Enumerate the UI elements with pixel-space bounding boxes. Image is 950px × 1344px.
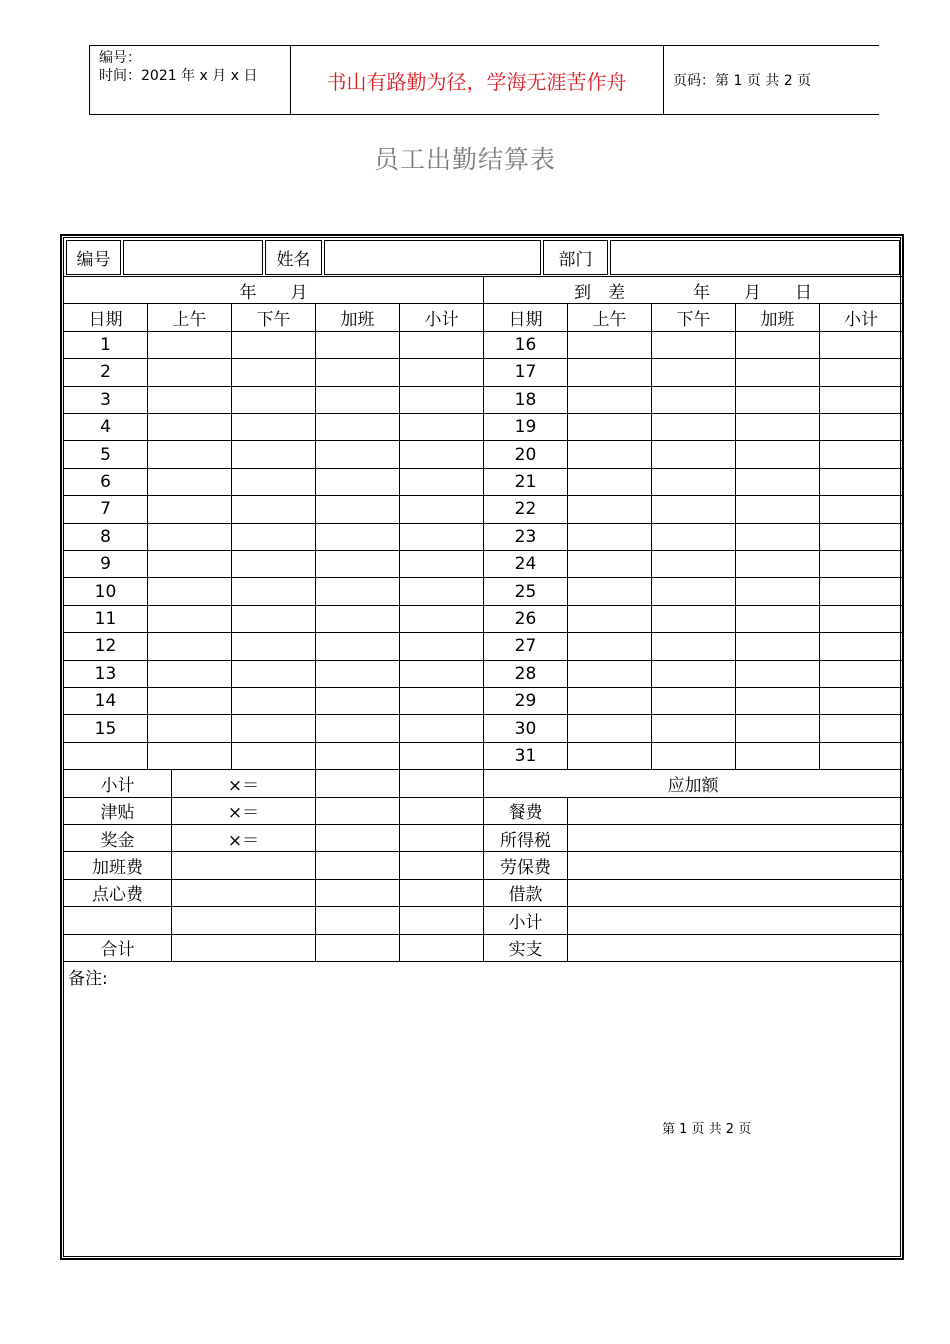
- entry-cell[interactable]: [148, 359, 232, 386]
- summary-multiplier[interactable]: [172, 852, 316, 879]
- entry-cell[interactable]: [652, 441, 736, 468]
- entry-cell[interactable]: [820, 606, 902, 633]
- entry-cell[interactable]: [820, 414, 902, 441]
- summary-value[interactable]: [400, 770, 484, 797]
- additions-header: 应加额: [484, 770, 902, 797]
- footer-page-number: 第 1 页 共 2 页: [662, 1122, 752, 1137]
- deduction-label: 实支: [484, 935, 568, 962]
- entry-cell[interactable]: [820, 688, 902, 715]
- summary-label: 小计: [64, 770, 172, 797]
- entry-cell[interactable]: [568, 551, 652, 578]
- day-left: 1: [64, 332, 148, 359]
- column-header-right: 下午: [652, 304, 736, 331]
- entry-cell[interactable]: [568, 606, 652, 633]
- entry-cell[interactable]: [232, 332, 316, 359]
- month-row-right: 到 差 年 月 日: [484, 277, 902, 304]
- summary-multiplier[interactable]: ×＝: [172, 770, 316, 797]
- day-right: 21: [484, 469, 568, 496]
- deduction-label: 餐费: [484, 798, 568, 825]
- entry-cell[interactable]: [652, 661, 736, 688]
- entry-cell[interactable]: [736, 469, 820, 496]
- entry-cell[interactable]: [820, 551, 902, 578]
- day-right: 19: [484, 414, 568, 441]
- entry-cell[interactable]: [652, 524, 736, 551]
- summary-multiplier[interactable]: [172, 907, 316, 934]
- entry-cell[interactable]: [148, 661, 232, 688]
- entry-cell[interactable]: [400, 359, 484, 386]
- entry-cell[interactable]: [316, 414, 400, 441]
- entry-cell[interactable]: [400, 414, 484, 441]
- summary-label: 点心费: [64, 880, 172, 907]
- entry-cell[interactable]: [400, 551, 484, 578]
- entry-cell[interactable]: [400, 441, 484, 468]
- entry-cell[interactable]: [736, 414, 820, 441]
- entry-cell[interactable]: [148, 496, 232, 523]
- entry-cell[interactable]: [316, 551, 400, 578]
- day-right: 17: [484, 359, 568, 386]
- entry-cell[interactable]: [316, 606, 400, 633]
- header-number-label: 编号：: [99, 50, 141, 66]
- entry-cell[interactable]: [568, 359, 652, 386]
- entry-cell[interactable]: [736, 332, 820, 359]
- entry-cell[interactable]: [148, 715, 232, 742]
- entry-cell[interactable]: [568, 633, 652, 660]
- entry-cell[interactable]: [232, 633, 316, 660]
- entry-cell[interactable]: [148, 387, 232, 414]
- entry-cell[interactable]: [568, 715, 652, 742]
- entry-cell[interactable]: [820, 578, 902, 605]
- entry-cell[interactable]: [400, 661, 484, 688]
- entry-cell[interactable]: [652, 578, 736, 605]
- entry-cell[interactable]: [400, 496, 484, 523]
- summary-label: 奖金: [64, 825, 172, 852]
- deduction-value[interactable]: [568, 880, 902, 907]
- day-left: 7: [64, 496, 148, 523]
- deduction-label: 所得税: [484, 825, 568, 852]
- summary-label: 合计: [64, 935, 172, 962]
- month-row-left: 年 月: [64, 277, 484, 304]
- entry-cell[interactable]: [736, 661, 820, 688]
- summary-value[interactable]: [400, 825, 484, 852]
- entry-cell[interactable]: [232, 688, 316, 715]
- entry-cell[interactable]: [400, 578, 484, 605]
- summary-value[interactable]: [316, 880, 400, 907]
- summary-value[interactable]: [400, 935, 484, 962]
- entry-cell[interactable]: [316, 524, 400, 551]
- column-header-left: 加班: [316, 304, 400, 331]
- entry-cell[interactable]: [652, 387, 736, 414]
- entry-cell[interactable]: [232, 551, 316, 578]
- entry-cell[interactable]: [568, 578, 652, 605]
- entry-cell[interactable]: [652, 496, 736, 523]
- attendance-form: [60, 234, 904, 1260]
- number-input[interactable]: [123, 240, 263, 275]
- entry-cell[interactable]: [148, 578, 232, 605]
- deduction-value[interactable]: [568, 798, 902, 825]
- entry-cell[interactable]: [148, 688, 232, 715]
- name-input[interactable]: [324, 240, 541, 275]
- deduction-label: 小计: [484, 907, 568, 934]
- entry-cell[interactable]: [736, 524, 820, 551]
- entry-cell[interactable]: [736, 441, 820, 468]
- entry-cell[interactable]: [232, 743, 316, 770]
- column-header-right: 小计: [820, 304, 902, 331]
- entry-cell[interactable]: [316, 387, 400, 414]
- day-left: 15: [64, 715, 148, 742]
- day-right: 23: [484, 524, 568, 551]
- day-left: 2: [64, 359, 148, 386]
- entry-cell[interactable]: [736, 359, 820, 386]
- entry-cell[interactable]: [400, 469, 484, 496]
- department-label: 部门: [543, 240, 608, 275]
- entry-cell[interactable]: [652, 551, 736, 578]
- summary-value[interactable]: [316, 825, 400, 852]
- entry-cell[interactable]: [568, 469, 652, 496]
- entry-cell[interactable]: [148, 633, 232, 660]
- number-label: 编号: [66, 240, 121, 275]
- entry-cell[interactable]: [316, 441, 400, 468]
- header-slogan: 书山有路勤为径，学海无涯苦作舟: [290, 46, 664, 114]
- entry-cell[interactable]: [148, 441, 232, 468]
- entry-cell[interactable]: [652, 633, 736, 660]
- entry-cell[interactable]: [736, 633, 820, 660]
- summary-value[interactable]: [316, 770, 400, 797]
- day-left: 8: [64, 524, 148, 551]
- day-left: 9: [64, 551, 148, 578]
- summary-value[interactable]: [316, 798, 400, 825]
- entry-cell[interactable]: [316, 578, 400, 605]
- entry-cell[interactable]: [736, 715, 820, 742]
- entry-cell[interactable]: [316, 743, 400, 770]
- entry-cell[interactable]: [652, 332, 736, 359]
- entry-cell[interactable]: [568, 743, 652, 770]
- entry-cell[interactable]: [652, 688, 736, 715]
- summary-multiplier[interactable]: [172, 935, 316, 962]
- entry-cell[interactable]: [820, 524, 902, 551]
- summary-value[interactable]: [400, 798, 484, 825]
- day-right: 29: [484, 688, 568, 715]
- entry-cell[interactable]: [736, 387, 820, 414]
- entry-cell[interactable]: [736, 606, 820, 633]
- deduction-value[interactable]: [568, 825, 902, 852]
- entry-cell[interactable]: [400, 524, 484, 551]
- deduction-label: 借款: [484, 880, 568, 907]
- summary-value[interactable]: [316, 852, 400, 879]
- summary-value[interactable]: [400, 880, 484, 907]
- deduction-value[interactable]: [568, 852, 902, 879]
- entry-cell[interactable]: [568, 414, 652, 441]
- day-left: 4: [64, 414, 148, 441]
- entry-cell[interactable]: [736, 578, 820, 605]
- summary-label: 加班费: [64, 852, 172, 879]
- entry-cell[interactable]: [652, 359, 736, 386]
- department-input[interactable]: [610, 240, 900, 275]
- day-right: 18: [484, 387, 568, 414]
- entry-cell[interactable]: [148, 414, 232, 441]
- day-left: 11: [64, 606, 148, 633]
- column-header-left: 上午: [148, 304, 232, 331]
- column-header-right: 上午: [568, 304, 652, 331]
- entry-cell[interactable]: [400, 743, 484, 770]
- summary-value[interactable]: [400, 907, 484, 934]
- summary-label: [64, 907, 172, 934]
- entry-cell[interactable]: [232, 578, 316, 605]
- deduction-value[interactable]: [568, 935, 902, 962]
- entry-cell[interactable]: [568, 524, 652, 551]
- entry-cell[interactable]: [820, 359, 902, 386]
- entry-cell[interactable]: [652, 743, 736, 770]
- day-right: 31: [484, 743, 568, 770]
- deduction-label: 劳保费: [484, 852, 568, 879]
- entry-cell[interactable]: [568, 332, 652, 359]
- entry-cell[interactable]: [148, 551, 232, 578]
- entry-cell[interactable]: [316, 633, 400, 660]
- entry-cell[interactable]: [400, 332, 484, 359]
- document-header: [89, 45, 879, 115]
- entry-cell[interactable]: [316, 469, 400, 496]
- entry-cell[interactable]: [652, 469, 736, 496]
- day-right: 20: [484, 441, 568, 468]
- entry-cell[interactable]: [316, 715, 400, 742]
- entry-cell[interactable]: [400, 715, 484, 742]
- summary-value[interactable]: [400, 852, 484, 879]
- entry-cell[interactable]: [652, 606, 736, 633]
- day-left: [64, 743, 148, 770]
- form-grid: [63, 237, 901, 1257]
- entry-cell[interactable]: [316, 332, 400, 359]
- entry-cell[interactable]: [148, 606, 232, 633]
- name-label: 姓名: [265, 240, 322, 275]
- summary-value[interactable]: [316, 907, 400, 934]
- day-left: 13: [64, 661, 148, 688]
- summary-multiplier[interactable]: ×＝: [172, 798, 316, 825]
- entry-cell[interactable]: [400, 387, 484, 414]
- entry-cell[interactable]: [232, 441, 316, 468]
- summary-multiplier[interactable]: ×＝: [172, 825, 316, 852]
- entry-cell[interactable]: [652, 715, 736, 742]
- entry-cell[interactable]: [148, 743, 232, 770]
- entry-cell[interactable]: [568, 387, 652, 414]
- summary-value[interactable]: [316, 935, 400, 962]
- entry-cell[interactable]: [400, 633, 484, 660]
- day-left: 6: [64, 469, 148, 496]
- entry-cell[interactable]: [736, 688, 820, 715]
- entry-cell[interactable]: [316, 496, 400, 523]
- entry-cell[interactable]: [148, 332, 232, 359]
- day-left: 3: [64, 387, 148, 414]
- entry-cell[interactable]: [232, 661, 316, 688]
- entry-cell[interactable]: [736, 551, 820, 578]
- day-left: 10: [64, 578, 148, 605]
- entry-cell[interactable]: [736, 496, 820, 523]
- day-right: 28: [484, 661, 568, 688]
- entry-cell[interactable]: [400, 688, 484, 715]
- day-right: 30: [484, 715, 568, 742]
- entry-cell[interactable]: [568, 661, 652, 688]
- day-right: 24: [484, 551, 568, 578]
- header-page-info: 页码：第 1 页 共 2 页: [673, 73, 812, 89]
- day-left: 12: [64, 633, 148, 660]
- entry-cell[interactable]: [232, 606, 316, 633]
- day-right: 27: [484, 633, 568, 660]
- entry-cell[interactable]: [232, 469, 316, 496]
- entry-cell[interactable]: [232, 715, 316, 742]
- column-header-left: 小计: [400, 304, 484, 331]
- summary-multiplier[interactable]: [172, 880, 316, 907]
- entry-cell[interactable]: [316, 661, 400, 688]
- entry-cell[interactable]: [232, 524, 316, 551]
- entry-cell[interactable]: [820, 332, 902, 359]
- column-header-left: 下午: [232, 304, 316, 331]
- entry-cell[interactable]: [148, 524, 232, 551]
- column-header-left: 日期: [64, 304, 148, 331]
- entry-cell[interactable]: [232, 387, 316, 414]
- entry-cell[interactable]: [820, 633, 902, 660]
- entry-cell[interactable]: [820, 441, 902, 468]
- day-left: 14: [64, 688, 148, 715]
- column-header-right: 加班: [736, 304, 820, 331]
- entry-cell[interactable]: [232, 496, 316, 523]
- entry-cell[interactable]: [568, 441, 652, 468]
- entry-cell[interactable]: [736, 743, 820, 770]
- header-meta: [89, 46, 291, 114]
- entry-cell[interactable]: [148, 469, 232, 496]
- entry-cell[interactable]: [820, 469, 902, 496]
- day-right: 25: [484, 578, 568, 605]
- header-time-label: 时间：2021 年 x 月 x 日: [99, 68, 258, 84]
- entry-cell[interactable]: [652, 414, 736, 441]
- remark-label: 备注:: [68, 969, 108, 989]
- column-header-right: 日期: [484, 304, 568, 331]
- entry-cell[interactable]: [316, 688, 400, 715]
- entry-cell[interactable]: [820, 496, 902, 523]
- entry-cell[interactable]: [316, 359, 400, 386]
- page-title: 员工出勤结算表: [373, 145, 556, 174]
- summary-label: 津贴: [64, 798, 172, 825]
- entry-cell[interactable]: [232, 359, 316, 386]
- entry-cell[interactable]: [400, 606, 484, 633]
- entry-cell[interactable]: [820, 661, 902, 688]
- day-right: 16: [484, 332, 568, 359]
- entry-cell[interactable]: [232, 414, 316, 441]
- entry-cell[interactable]: [820, 743, 902, 770]
- entry-cell[interactable]: [568, 496, 652, 523]
- entry-cell[interactable]: [820, 715, 902, 742]
- day-right: 26: [484, 606, 568, 633]
- entry-cell[interactable]: [820, 387, 902, 414]
- day-right: 22: [484, 496, 568, 523]
- deduction-value[interactable]: [568, 907, 902, 934]
- day-left: 5: [64, 441, 148, 468]
- entry-cell[interactable]: [568, 688, 652, 715]
